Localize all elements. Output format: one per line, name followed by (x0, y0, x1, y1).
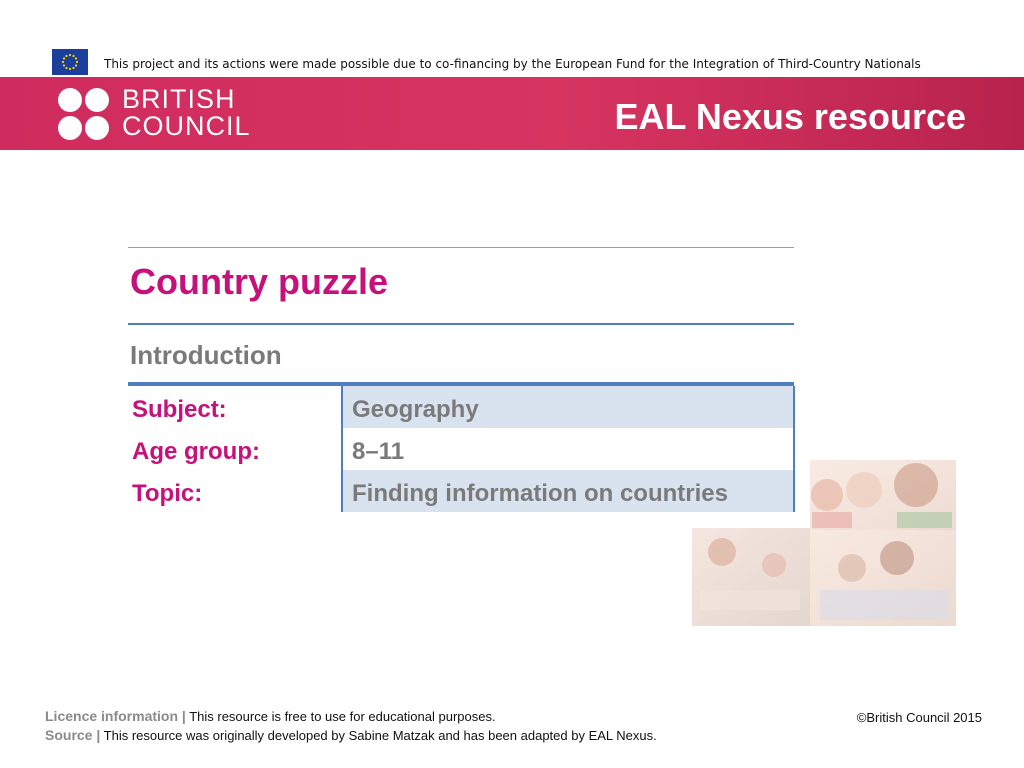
info-value-cell (341, 386, 794, 428)
footer-source (45, 727, 657, 743)
source-label: Source | (45, 727, 101, 743)
info-label: Topic: (132, 480, 203, 507)
info-label: Age group: (132, 438, 260, 465)
copyright: ©British Council 2015 (856, 710, 982, 725)
logo-line-1: BRITISH (122, 84, 236, 114)
eu-funding-notice: This project and its actions were made possible due to co-financing by the European Fund for the Integration of Third-Country Nationals (104, 57, 921, 71)
licence-label: Licence information | (45, 708, 186, 724)
page-title: Country puzzle (130, 261, 388, 302)
source-text: This resource was originally developed by Sabine Matzak and has been adapted by EAL Nexus. (100, 728, 657, 743)
banner-title: EAL Nexus resource (614, 96, 966, 137)
info-label: Subject: (132, 396, 227, 423)
eu-flag-icon (52, 49, 88, 75)
info-value: Geography (352, 396, 479, 423)
british-council-logo-icon (57, 87, 113, 143)
children-photo-collage (692, 440, 962, 630)
divider-top (128, 247, 794, 248)
info-value: 8–11 (352, 438, 405, 465)
footer-licence (45, 708, 496, 724)
licence-text: This resource is free to use for educational purposes. (185, 709, 496, 724)
british-council-logo-text (122, 86, 251, 140)
info-value: Finding information on countries (352, 480, 728, 507)
page-subtitle: Introduction (130, 340, 282, 370)
info-row-subject (128, 386, 794, 428)
divider-mid (128, 323, 794, 325)
logo-line-2: COUNCIL (122, 111, 251, 141)
